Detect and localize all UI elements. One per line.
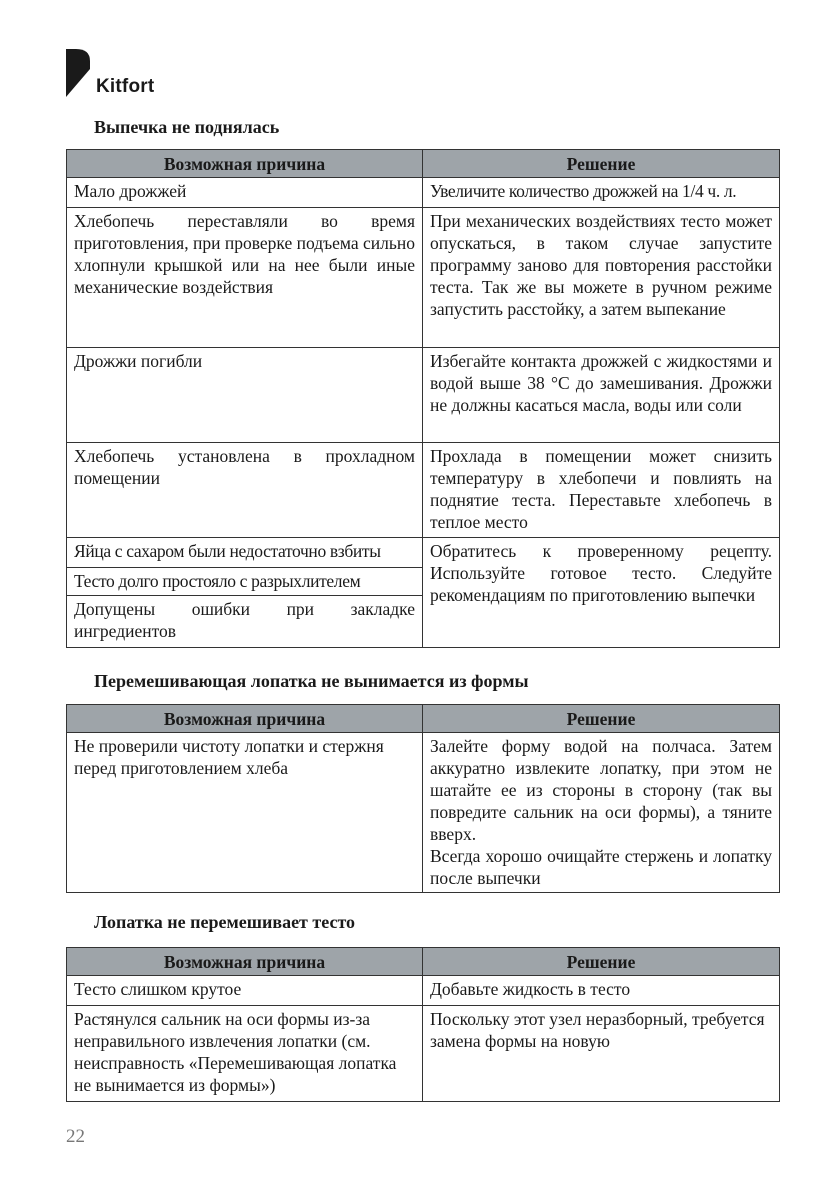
header-solution: Решение — [423, 705, 780, 733]
cause-cell: Тесто долго простояло с разрыхлителем — [67, 568, 423, 596]
solution-cell: Поскольку этот узел неразборный, требуется замена формы на новую — [423, 1006, 780, 1102]
section-bread-not-risen — [66, 115, 779, 648]
solution-paragraph: Всегда хорошо очищайте стержень и лопатку после выпечки — [430, 846, 772, 888]
table-row — [67, 976, 780, 1006]
header-cause: Возможная причина — [67, 948, 423, 976]
table-row — [67, 348, 780, 443]
table-row — [67, 1006, 780, 1102]
brand-name: Kitfort — [96, 76, 155, 97]
cause-cell: Хлебопечь установлена в прохладном помещении — [67, 443, 423, 538]
table-row — [67, 178, 780, 208]
cause-cell: Тесто слишком крутое — [67, 976, 423, 1006]
solution-cell: При механических воздействиях тесто может опускаться, в таком случае запустите программу заново для повторения расстойки теста. Так же вы можете в ручном режиме запустить расстойку, а затем выпекание — [423, 208, 780, 348]
troubleshooting-table — [66, 149, 780, 648]
header-cause: Возможная причина — [67, 150, 423, 178]
troubleshooting-table — [66, 947, 780, 1102]
cause-cell: Хлебопечь переставляли во время приготовления, при проверке подъема сильно хлопнули крышкой или на нее были иные механические воздействия — [67, 208, 423, 348]
header-cause: Возможная причина — [67, 705, 423, 733]
header-solution: Решение — [423, 150, 780, 178]
page-number: 22 — [66, 1126, 85, 1147]
solution-paragraph: Залейте форму водой на полчаса. Затем аккуратно извлеките лопатку, при этом не шатайте ее из стороны в сторону (так вы повредите сальник на оси формы), а тяните вверх. — [430, 736, 772, 844]
section-paddle-stuck — [66, 669, 779, 893]
cause-cell: Растянулся сальник на оси формы из-за неправильного извлечения лопатки (см. неисправность «Перемешивающая лопатка не вынимается из формы») — [67, 1006, 423, 1102]
section-paddle-not-mixing — [66, 910, 779, 1102]
cause-cell: Допущены ошибки при закладке ингредиентов — [67, 596, 423, 648]
section-title: Выпечка не поднялась — [94, 117, 280, 137]
section-title: Лопатка не перемешивает тесто — [94, 912, 356, 932]
cause-cell: Мало дрожжей — [67, 178, 423, 208]
section-title: Перемешивающая лопатка не вынимается из формы — [94, 671, 529, 691]
solution-cell: Добавьте жидкость в тесто — [423, 976, 780, 1006]
solution-cell: Обратитесь к проверенному рецепту. Используйте готовое тесто. Следуйте рекомендациям по приготовлению выпечки — [423, 538, 780, 648]
table-row — [67, 208, 780, 348]
solution-cell — [423, 733, 780, 893]
table-row — [67, 733, 780, 893]
cause-cell: Дрожжи погибли — [67, 348, 423, 443]
troubleshooting-table — [66, 704, 780, 893]
table-row — [67, 538, 780, 568]
header-solution: Решение — [423, 948, 780, 976]
table-row — [67, 443, 780, 538]
solution-cell: Избегайте контакта дрожжей с жидкостями и водой выше 38 °C до замешивания. Дрожжи не должны касаться масла, воды или соли — [423, 348, 780, 443]
cause-cell: Не проверили чистоту лопатки и стержня перед приготовлением хлеба — [67, 733, 423, 893]
solution-cell: Прохлада в помещении может снизить температуру в хлебопечи и повлиять на поднятие теста. Переставьте хлебопечь в теплое место — [423, 443, 780, 538]
cause-cell: Яйца с сахаром были недостаточно взбиты — [67, 538, 423, 568]
solution-cell: Увеличите количество дрожжей на 1/4 ч. л. — [423, 178, 780, 208]
